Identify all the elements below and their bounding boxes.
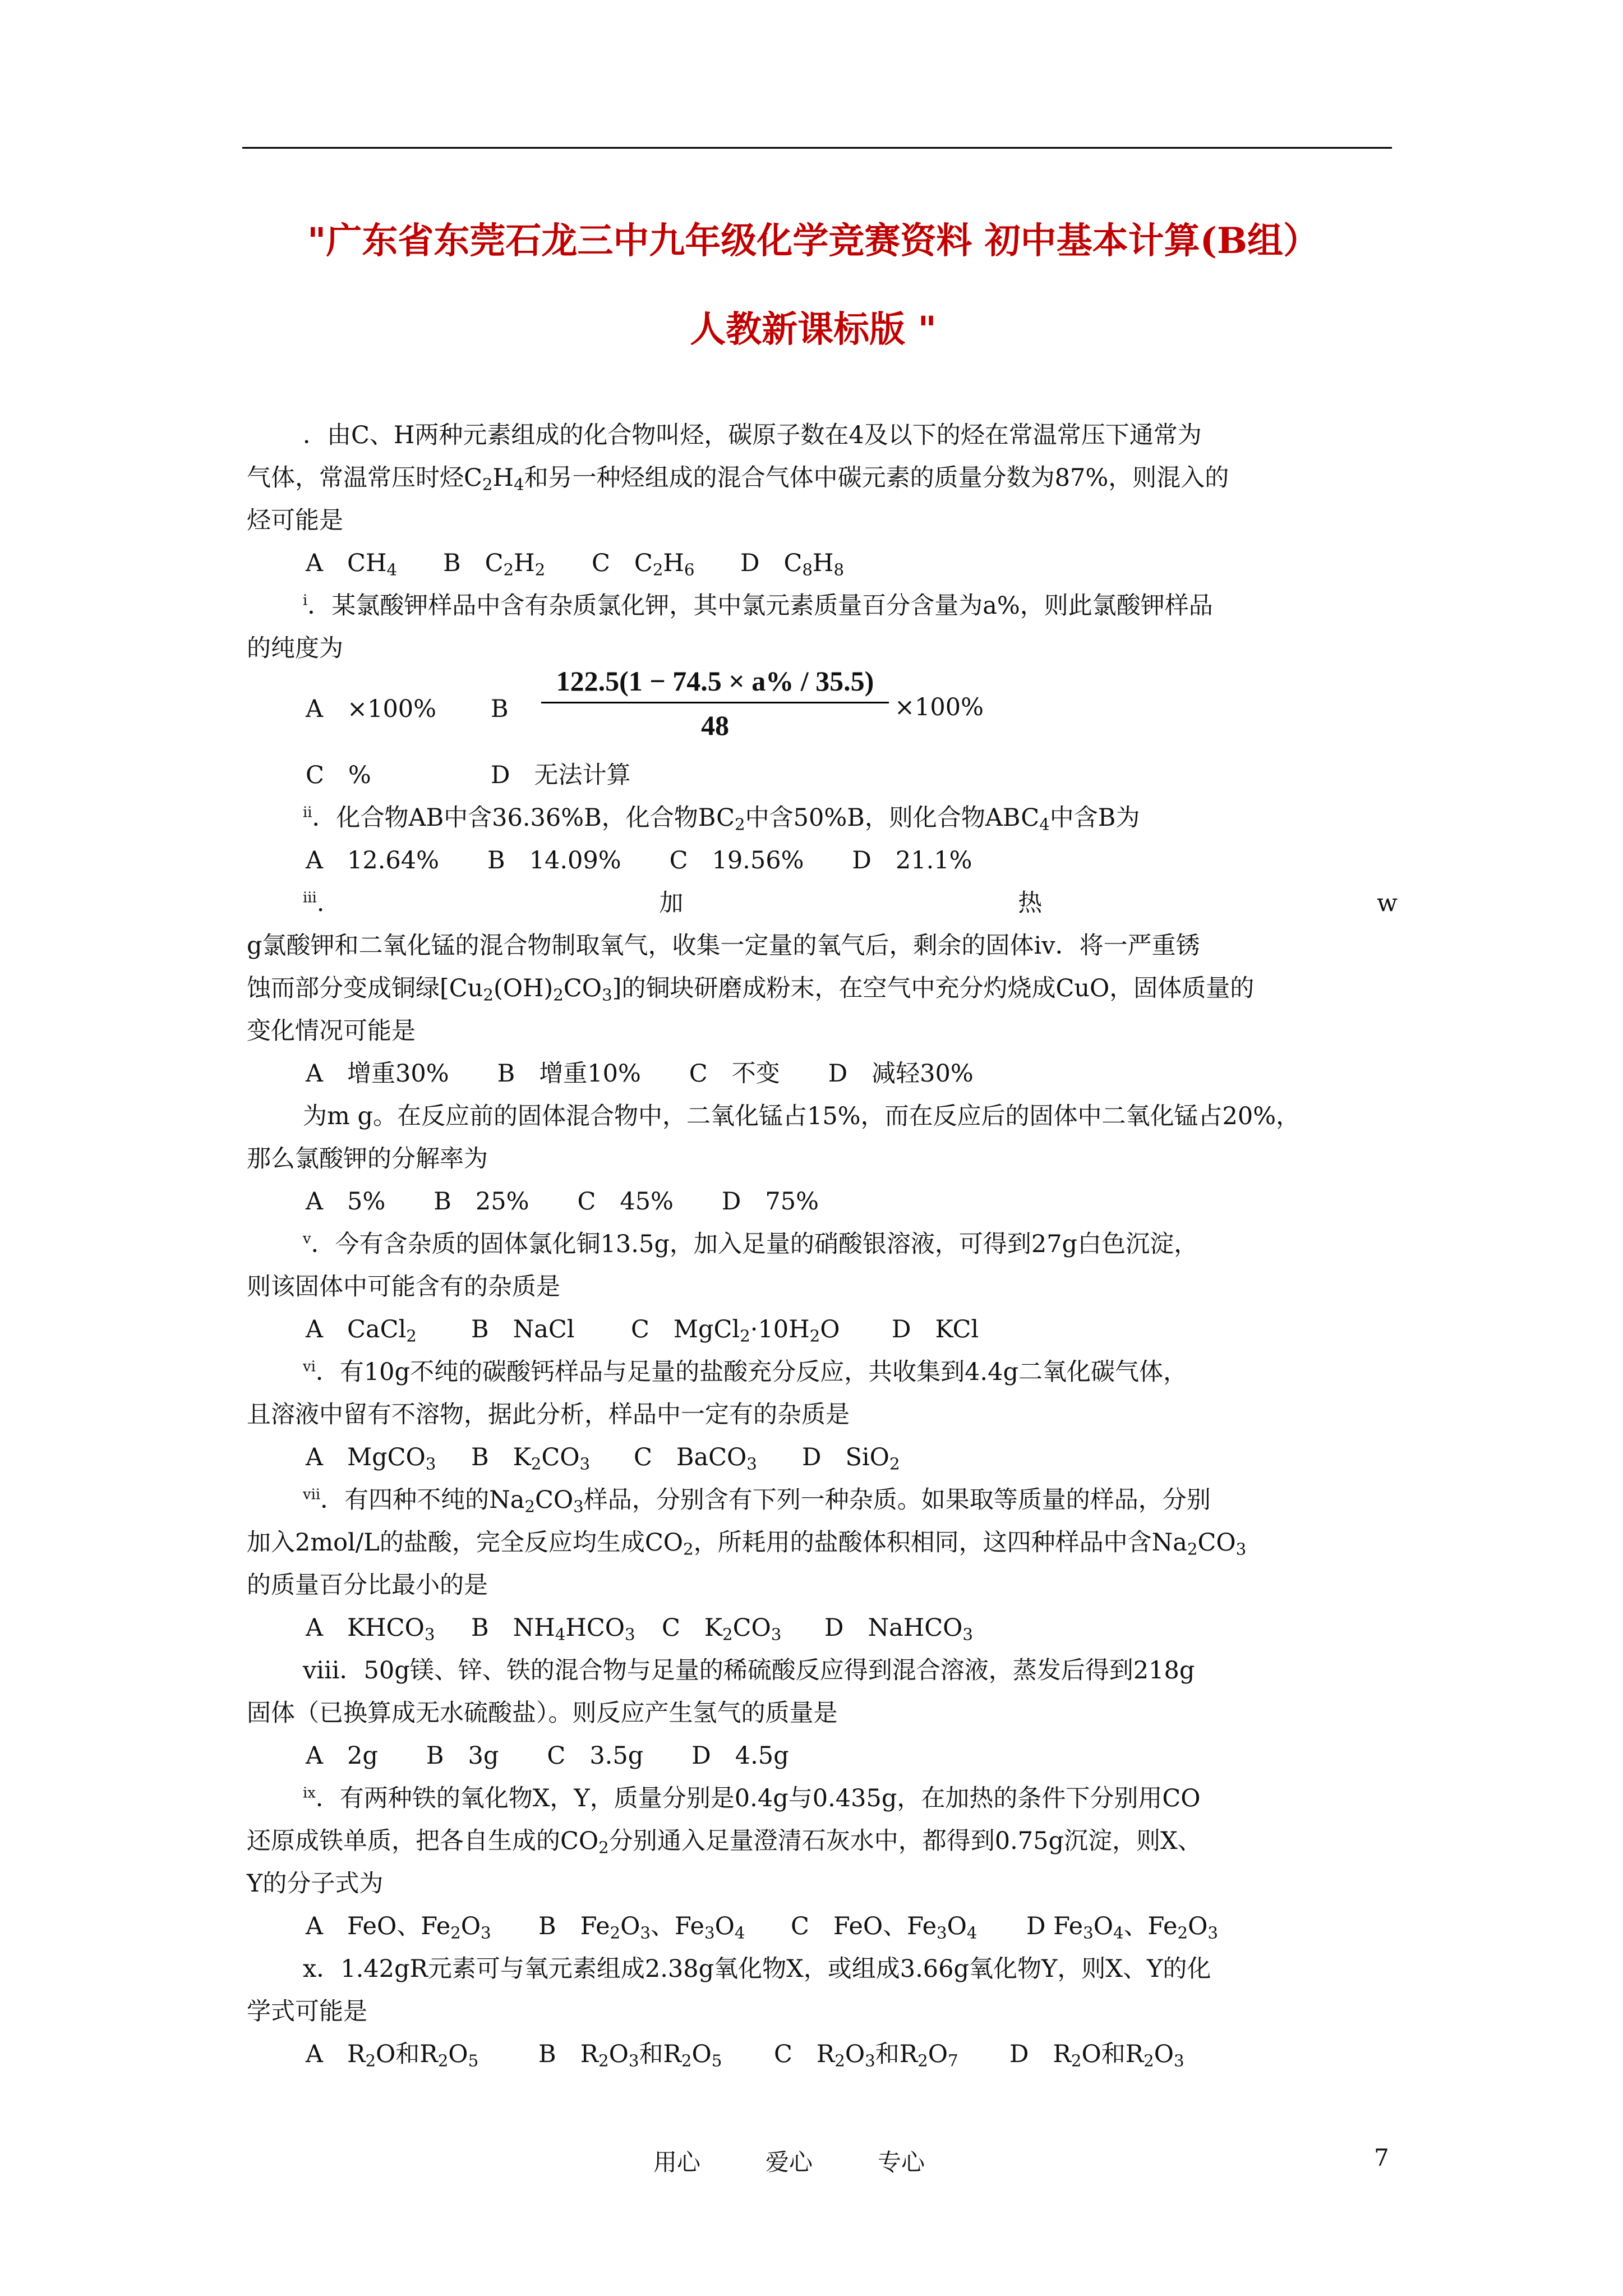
q1-option-b: B xyxy=(491,695,509,723)
q0-line1: ．由C、H两种元素组成的化合物叫烃，碳原子数在4及以下的烃在常温常压下通常为 xyxy=(303,421,1202,449)
q10-option-c: C $R_2O_3$和$R_2O_7$ xyxy=(774,2040,958,2070)
q1-line1: $^i$．某氯酸钾样品中含有杂质氯化钾，其中氯元素质量百分含量为a%，则此氯酸钾样品 xyxy=(303,592,1213,620)
q7-option-c: C $K_2CO_3$ xyxy=(662,1614,782,1644)
q3-word-jia: 加 xyxy=(659,889,684,917)
q3-line1 xyxy=(303,887,1398,919)
q3-line6: 为m g。在反应前的固体混合物中，二氧化锰占15%，而在反应后的固体中二氧化锰占20%， xyxy=(303,1102,1301,1130)
q9-line1: $^{ix}$．有两种铁的氧化物X，Y，质量分别是0.4g与0.435g，在加热的条件下分别用CO xyxy=(303,1784,1201,1812)
q6-line2: 且溶液中留有不溶物，据此分析，样品中一定有的杂质是 xyxy=(247,1401,850,1429)
q9-option-b: B $Fe_2O_3$、$Fe_3O_4$ xyxy=(538,1912,745,1943)
q1-option-c: C % xyxy=(306,761,371,789)
q1-option-a: A ×100% xyxy=(306,695,437,723)
q1-fraction-denominator: 48 xyxy=(701,710,729,741)
q9-option-c: C FeO、$Fe_3O_4$ xyxy=(791,1912,978,1943)
q8-line2: 固体（已换算成无水硫酸盐）。则反应产生氢气的质量是 xyxy=(247,1699,838,1727)
q5-option-c: C $MgCl_2\cdot 10H_2O$ xyxy=(631,1315,840,1346)
q2-line1: $^{ii}$．化合物AB中含36.36%B，化合物$BC_2$中含50%B，则化合物$ABC_4$中含B为 xyxy=(303,804,1140,834)
q3-line3: 蚀而部分变成铜绿$[Cu_2(OH)_2CO_3]$的铜块研磨成粉末，在空气中充分灼烧成CuO，固体质量的 xyxy=(247,974,1255,1005)
q1-option-d: D 无法计算 xyxy=(491,761,631,789)
footer-text-aixin: 爱心 xyxy=(766,2148,813,2176)
q3-options: A 5% B 25% C 45% D 75% xyxy=(306,1188,819,1216)
q4-options: A 增重30% B 增重10% C 不变 D 减轻30% xyxy=(306,1060,974,1088)
q6-option-c: C BaCO$_3$ xyxy=(634,1443,757,1474)
q9-line3: Y的分子式为 xyxy=(247,1870,384,1898)
q3-line7: 那么氯酸钾的分解率为 xyxy=(247,1145,488,1173)
q10-option-b: B $R_2O_3$和$R_2O_5$ xyxy=(538,2040,722,2070)
q8-options: A 2g B 3g C 3.5g D 4.5g xyxy=(306,1742,789,1770)
document-title-line2: 人教新课标版 " xyxy=(690,309,937,351)
q1-line2: 的纯度为 xyxy=(247,634,343,662)
q10-option-a: A $R_2O$和$R_2O_5$ xyxy=(306,2040,479,2070)
q1-fraction-bar xyxy=(541,702,889,703)
q6-option-d: D SiO$_2$ xyxy=(802,1443,900,1474)
q9-option-d: D $Fe_3O_4$、$Fe_2O_3$ xyxy=(1026,1912,1218,1943)
q9-option-a: A FeO、$Fe_2O_3$ xyxy=(306,1912,491,1943)
q5-line2: 则该固体中可能含有的杂质是 xyxy=(247,1273,560,1301)
document-title-line1: "广东省东莞石龙三中九年级化学竞赛资料 初中基本计算(B组） xyxy=(307,220,1319,262)
q7-line3: 的质量百分比最小的是 xyxy=(247,1571,488,1599)
q0-option-c: C $C_2H_6$ xyxy=(592,549,695,579)
q10-option-d: D $R_2O$和$R_2O_3$ xyxy=(1009,2040,1184,2070)
q7-option-b: B $NH_4HCO_3$ xyxy=(471,1614,635,1644)
q6-line1: $^{vi}$．有10g不纯的碳酸钙样品与足量的盐酸充分反应，共收集到4.4g二氧化碳气体， xyxy=(303,1358,1187,1386)
q0-option-a: A $CH_4$ xyxy=(306,549,398,579)
q6-option-a: A MgCO$_3$ xyxy=(306,1443,436,1474)
q9-line2: 还原成铁单质，把各自生成的$CO_2$分别通入足量澄清石灰水中，都得到0.75g沉淀，则X、 xyxy=(247,1827,1202,1857)
q1-fraction xyxy=(541,664,889,743)
q3-line1-start: $^{iii}$. xyxy=(303,889,325,917)
q7-line2: 加入2mol/L的盐酸，完全反应均生成$CO_2$，所耗用的盐酸体积相同，这四种样品中含$Na_2CO_3$ xyxy=(247,1529,1247,1559)
q3-line4: 变化情况可能是 xyxy=(247,1017,416,1045)
q5-option-b: B NaCl xyxy=(471,1315,575,1343)
q0-line2: 气体，常温常压时烃$C_2H_4$和另一种烃组成的混合气体中碳元素的质量分数为87%，则混入的 xyxy=(247,464,1229,494)
q7-line1: $^{vii}$．有四种不纯的$Na_2CO_3$样品，分别含有下列一种杂质。如果取等质量的样品，分别 xyxy=(303,1486,1211,1516)
q3-word-w: w xyxy=(1377,889,1398,917)
q0-line3: 烃可能是 xyxy=(247,507,343,535)
footer-text-yongxin: 用心 xyxy=(653,2148,701,2176)
q1-fraction-numerator: 122.5(1 − 74.5 × a% / 35.5) xyxy=(556,665,874,697)
q8-line1: viii．50g镁、锌、铁的混合物与足量的稀硫酸反应得到混合溶液，蒸发后得到218g xyxy=(303,1657,1195,1685)
q7-option-d: D NaHCO$_3$ xyxy=(824,1614,973,1644)
footer-text-zhuanxin: 专心 xyxy=(878,2148,925,2176)
q3-line2: g氯酸钾和二氧化锰的混合物制取氧气，收集一定量的氧气后，剩余的固体iv．将一严重锈 xyxy=(247,932,1200,960)
q10-line2: 学式可能是 xyxy=(247,1998,367,2026)
q5-line1: $^v$．今有含杂质的固体氯化铜13.5g，加入足量的硝酸银溶液，可得到27g白色沉淀， xyxy=(303,1230,1198,1258)
q1-fraction-multiplier: ×100% xyxy=(895,693,984,721)
page-number: 7 xyxy=(1374,2144,1389,2171)
q0-option-b: B $C_2H_2$ xyxy=(443,549,546,579)
q5-option-a: A CaCl$_2$ xyxy=(306,1315,417,1346)
q2-options: A 12.64% B 14.09% C 19.56% D 21.1% xyxy=(306,846,972,875)
q10-line1: x．1.42gR元素可与氧元素组成2.38g氧化物X，或组成3.66g氧化物Y，则X、Y的化 xyxy=(303,1955,1211,1983)
q6-option-b: B $K_2CO_3$ xyxy=(471,1443,591,1474)
q3-word-re: 热 xyxy=(1018,889,1043,917)
q5-option-d: D KCl xyxy=(892,1315,979,1343)
q0-option-d: D $C_8H_8$ xyxy=(740,549,845,579)
header-rule xyxy=(242,147,1392,149)
q7-option-a: A $KHCO_3$ xyxy=(306,1614,435,1644)
